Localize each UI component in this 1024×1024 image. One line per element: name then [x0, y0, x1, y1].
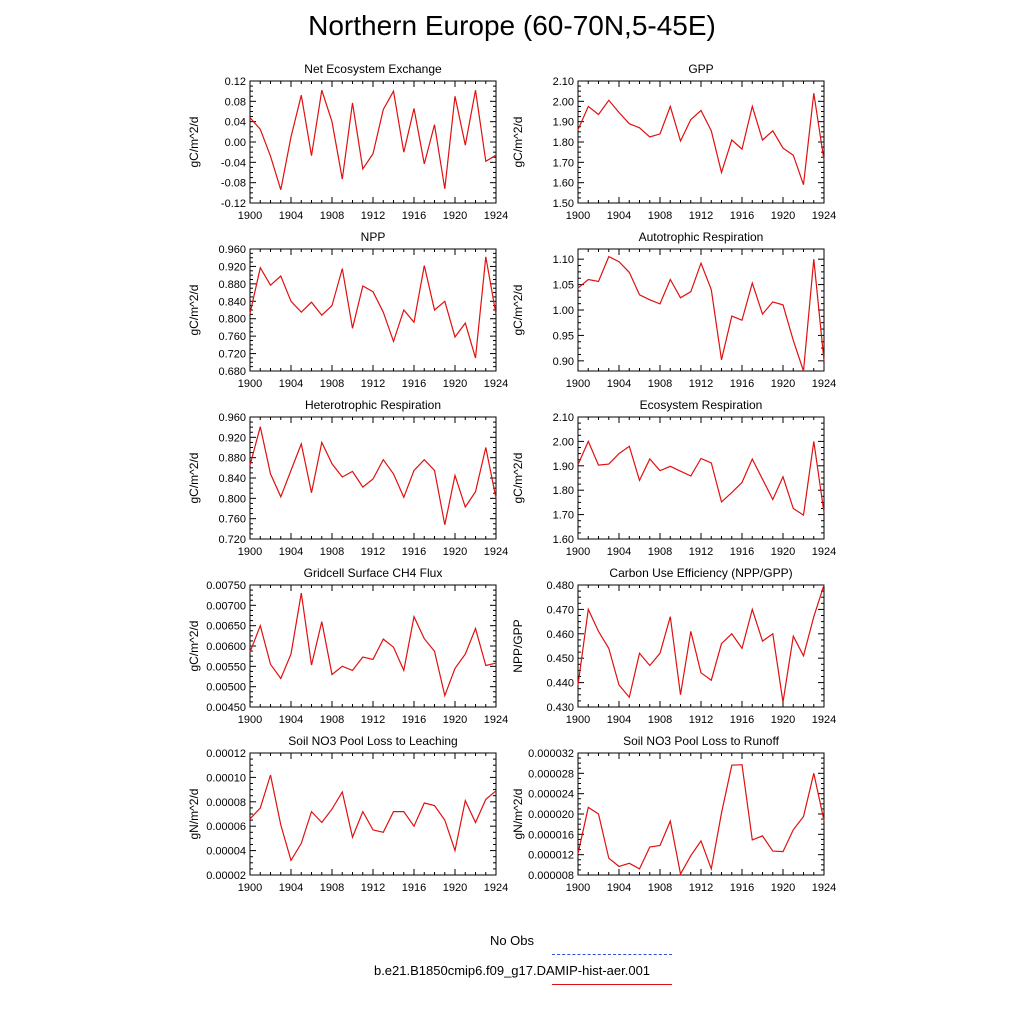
chart-title: Autotrophic Respiration	[638, 230, 764, 244]
x-tick-label: 1908	[647, 546, 673, 558]
x-tick-label: 1920	[442, 378, 468, 390]
y-tick-label: 0.760	[218, 331, 246, 344]
x-tick-label: 1900	[565, 378, 591, 390]
y-tick-label: 0.760	[218, 513, 246, 526]
x-tick-label: 1920	[442, 546, 468, 558]
y-tick-label: 0.00010	[206, 772, 246, 785]
x-tick-label: 1920	[442, 714, 468, 726]
x-tick-label: 1912	[360, 714, 386, 726]
y-tick-label: 0.00006	[206, 821, 246, 834]
y-tick-label: -0.12	[220, 198, 246, 210]
y-axis-label: gC/m^2/d	[187, 284, 201, 336]
x-tick-label: 1900	[237, 378, 263, 390]
y-tick-label: 0.720	[218, 348, 246, 361]
chart-title: NPP	[360, 230, 386, 244]
x-tick-label: 1916	[729, 210, 755, 222]
y-tick-label: 0.08	[224, 96, 246, 109]
x-tick-label: 1916	[401, 882, 427, 894]
x-tick-label: 1916	[729, 714, 755, 726]
x-tick-label: 1920	[770, 546, 796, 558]
x-tick-label: 1916	[401, 210, 427, 222]
legend-obs-label: No Obs	[489, 933, 535, 948]
x-tick-label: 1920	[770, 210, 796, 222]
y-tick-label: 0.920	[218, 432, 246, 445]
series-line	[250, 257, 496, 358]
x-tick-label: 1920	[770, 378, 796, 390]
x-tick-label: 1920	[442, 210, 468, 222]
y-axis-label: gN/m^2/d	[511, 788, 525, 840]
chart-title: Gridcell Surface CH4 Flux	[303, 566, 443, 580]
plot-frame	[578, 249, 824, 371]
x-tick-label: 1904	[278, 378, 304, 390]
series-line	[250, 90, 496, 190]
plot-frame	[578, 81, 824, 203]
series-line	[578, 765, 824, 874]
x-tick-label: 1920	[442, 882, 468, 894]
y-tick-label: 0.00450	[206, 702, 246, 714]
y-tick-label: 0.440	[546, 677, 574, 690]
x-tick-label: 1900	[565, 714, 591, 726]
plot-frame	[250, 249, 496, 371]
chart-panel-0	[187, 62, 508, 222]
y-tick-label: 0.720	[218, 534, 246, 546]
y-tick-label: 1.80	[552, 137, 574, 149]
x-tick-label: 1908	[647, 882, 673, 894]
chart-panel-5	[511, 398, 836, 558]
y-tick-label: 0.840	[218, 296, 246, 309]
y-tick-label: 0.90	[552, 355, 574, 368]
x-tick-label: 1904	[606, 210, 632, 222]
x-tick-label: 1908	[319, 714, 345, 726]
y-tick-label: 1.70	[552, 157, 574, 170]
y-tick-label: 0.00700	[206, 600, 246, 613]
y-tick-label: 1.90	[552, 460, 574, 473]
y-tick-label: 0.00012	[206, 748, 246, 760]
x-tick-label: 1908	[647, 714, 673, 726]
x-tick-label: 1924	[483, 210, 509, 222]
x-tick-label: 1912	[688, 882, 714, 894]
y-tick-label: 0.880	[218, 452, 246, 465]
y-tick-label: 0.00600	[206, 641, 246, 653]
y-tick-label: 0.000016	[528, 829, 574, 842]
series-line	[250, 427, 496, 525]
y-tick-label: 0.800	[218, 493, 246, 506]
x-tick-label: 1900	[237, 882, 263, 894]
y-axis-label: gC/m^2/d	[511, 284, 525, 336]
chart-panel-4	[187, 398, 508, 558]
y-tick-label: 0.95	[552, 330, 574, 343]
legend-model-line	[552, 984, 672, 985]
y-tick-label: 0.470	[546, 604, 574, 617]
x-tick-label: 1900	[237, 714, 263, 726]
x-tick-label: 1900	[237, 210, 263, 222]
y-tick-label: 0.430	[546, 702, 574, 714]
x-tick-label: 1924	[483, 882, 509, 894]
x-tick-label: 1920	[770, 882, 796, 894]
series-line	[250, 775, 496, 860]
x-tick-label: 1900	[565, 546, 591, 558]
chart-title: Net Ecosystem Exchange	[304, 62, 442, 76]
x-tick-label: 1924	[811, 210, 837, 222]
x-tick-label: 1908	[319, 210, 345, 222]
x-tick-label: 1912	[360, 210, 386, 222]
x-tick-label: 1912	[360, 378, 386, 390]
y-tick-label: 0.680	[218, 366, 246, 378]
y-tick-label: 1.05	[552, 279, 574, 292]
y-tick-label: 0.12	[224, 76, 246, 88]
x-tick-label: 1916	[729, 882, 755, 894]
chart-panel-7	[511, 566, 836, 726]
y-axis-label: gC/m^2/d	[511, 452, 525, 504]
y-axis-label: gC/m^2/d	[187, 116, 201, 168]
x-tick-label: 1924	[483, 378, 509, 390]
chart-title: Ecosystem Respiration	[639, 398, 763, 412]
y-axis-label: gC/m^2/d	[187, 452, 201, 504]
y-tick-label: 0.00650	[206, 620, 246, 633]
x-tick-label: 1924	[811, 714, 837, 726]
y-tick-label: 0.880	[218, 278, 246, 291]
x-tick-label: 1924	[811, 882, 837, 894]
x-tick-label: 1900	[565, 210, 591, 222]
x-tick-label: 1924	[483, 714, 509, 726]
plot-frame	[250, 753, 496, 875]
chart-panel-6	[187, 566, 508, 726]
y-axis-label: gN/m^2/d	[187, 788, 201, 840]
x-tick-label: 1908	[319, 546, 345, 558]
y-tick-label: 2.10	[552, 76, 574, 88]
chart-panel-9	[511, 734, 836, 894]
x-tick-label: 1904	[278, 210, 304, 222]
y-tick-label: 1.60	[552, 177, 574, 190]
x-tick-label: 1904	[606, 546, 632, 558]
x-tick-label: 1900	[565, 882, 591, 894]
chart-title: GPP	[688, 62, 714, 76]
series-line	[578, 441, 824, 515]
x-tick-label: 1912	[688, 210, 714, 222]
y-tick-label: 0.00500	[206, 681, 246, 694]
x-tick-label: 1904	[606, 714, 632, 726]
y-tick-label: -0.08	[220, 177, 246, 190]
y-tick-label: 0.450	[546, 653, 574, 666]
chart-panel-8	[187, 734, 508, 894]
y-tick-label: 2.10	[552, 412, 574, 424]
x-tick-label: 1904	[278, 546, 304, 558]
x-tick-label: 1908	[319, 378, 345, 390]
plot-frame	[578, 417, 824, 539]
x-tick-label: 1924	[811, 546, 837, 558]
x-tick-label: 1904	[278, 714, 304, 726]
x-tick-label: 1912	[360, 546, 386, 558]
chart-title: Soil NO3 Pool Loss to Runoff	[623, 734, 779, 748]
chart-panel-1	[511, 62, 836, 222]
x-tick-label: 1904	[278, 882, 304, 894]
chart-panel-3	[511, 230, 836, 390]
y-tick-label: 0.000020	[528, 809, 574, 821]
series-line	[578, 93, 824, 185]
y-tick-label: 0.000008	[528, 870, 574, 882]
y-tick-label: 1.50	[552, 198, 574, 210]
x-tick-label: 1904	[606, 378, 632, 390]
y-tick-label: 0.000024	[528, 788, 574, 801]
y-tick-label: 0.04	[224, 116, 246, 129]
y-tick-label: 0.000012	[528, 849, 574, 862]
y-tick-label: 1.60	[552, 534, 574, 546]
y-tick-label: 0.000032	[528, 748, 574, 760]
page-title: Northern Europe (60-70N,5-45E)	[308, 10, 716, 41]
y-tick-label: 0.00002	[206, 870, 246, 882]
y-tick-label: -0.04	[220, 157, 246, 170]
y-tick-label: 0.000028	[528, 768, 574, 781]
x-tick-label: 1916	[401, 546, 427, 558]
x-tick-label: 1904	[606, 882, 632, 894]
y-tick-label: 0.800	[218, 313, 246, 326]
plot-frame	[250, 81, 496, 203]
y-axis-label: NPP/GPP	[511, 619, 525, 673]
y-tick-label: 2.00	[552, 436, 574, 449]
x-tick-label: 1916	[401, 378, 427, 390]
x-tick-label: 1916	[401, 714, 427, 726]
x-tick-label: 1912	[688, 378, 714, 390]
y-tick-label: 0.960	[218, 412, 246, 424]
y-tick-label: 0.840	[218, 473, 246, 485]
y-tick-label: 2.00	[552, 96, 574, 109]
y-tick-label: 1.80	[552, 485, 574, 498]
x-tick-label: 1916	[729, 546, 755, 558]
y-axis-label: gC/m^2/d	[187, 620, 201, 672]
y-tick-label: 1.10	[552, 254, 574, 267]
chart-title: Heterotrophic Respiration	[304, 398, 442, 412]
y-tick-label: 0.480	[546, 580, 574, 592]
chart-panel-2	[187, 230, 508, 390]
plot-frame	[250, 585, 496, 707]
x-tick-label: 1920	[770, 714, 796, 726]
x-tick-label: 1908	[319, 882, 345, 894]
series-line	[578, 585, 824, 702]
x-tick-label: 1912	[688, 714, 714, 726]
x-tick-label: 1924	[483, 546, 509, 558]
y-tick-label: 0.00750	[206, 580, 246, 592]
y-tick-label: 0.920	[218, 261, 246, 274]
y-tick-label: 0.00550	[206, 661, 246, 674]
x-tick-label: 1912	[688, 546, 714, 558]
y-tick-label: 1.70	[552, 509, 574, 522]
y-tick-label: 0.00008	[206, 796, 246, 809]
plot-frame	[578, 753, 824, 875]
x-tick-label: 1908	[647, 210, 673, 222]
x-tick-label: 1916	[729, 378, 755, 390]
x-tick-label: 1924	[811, 378, 837, 390]
y-axis-label: gC/m^2/d	[511, 116, 525, 168]
x-tick-label: 1908	[647, 378, 673, 390]
y-tick-label: 0.960	[218, 244, 246, 256]
y-tick-label: 0.460	[546, 628, 574, 641]
legend-model-label: b.e21.B1850cmip6.f09_g17.DAMIP-hist-aer.001	[373, 963, 651, 978]
series-line	[250, 593, 496, 696]
series-line	[578, 257, 824, 371]
y-tick-label: 1.90	[552, 116, 574, 129]
x-tick-label: 1912	[360, 882, 386, 894]
y-tick-label: 0.00004	[206, 845, 246, 858]
legend-obs-line	[552, 954, 672, 955]
chart-title: Carbon Use Efficiency (NPP/GPP)	[609, 566, 793, 580]
y-tick-label: 0.00	[224, 137, 246, 149]
x-tick-label: 1900	[237, 546, 263, 558]
y-tick-label: 1.00	[552, 305, 574, 317]
plot-frame	[578, 585, 824, 707]
chart-title: Soil NO3 Pool Loss to Leaching	[288, 734, 458, 748]
